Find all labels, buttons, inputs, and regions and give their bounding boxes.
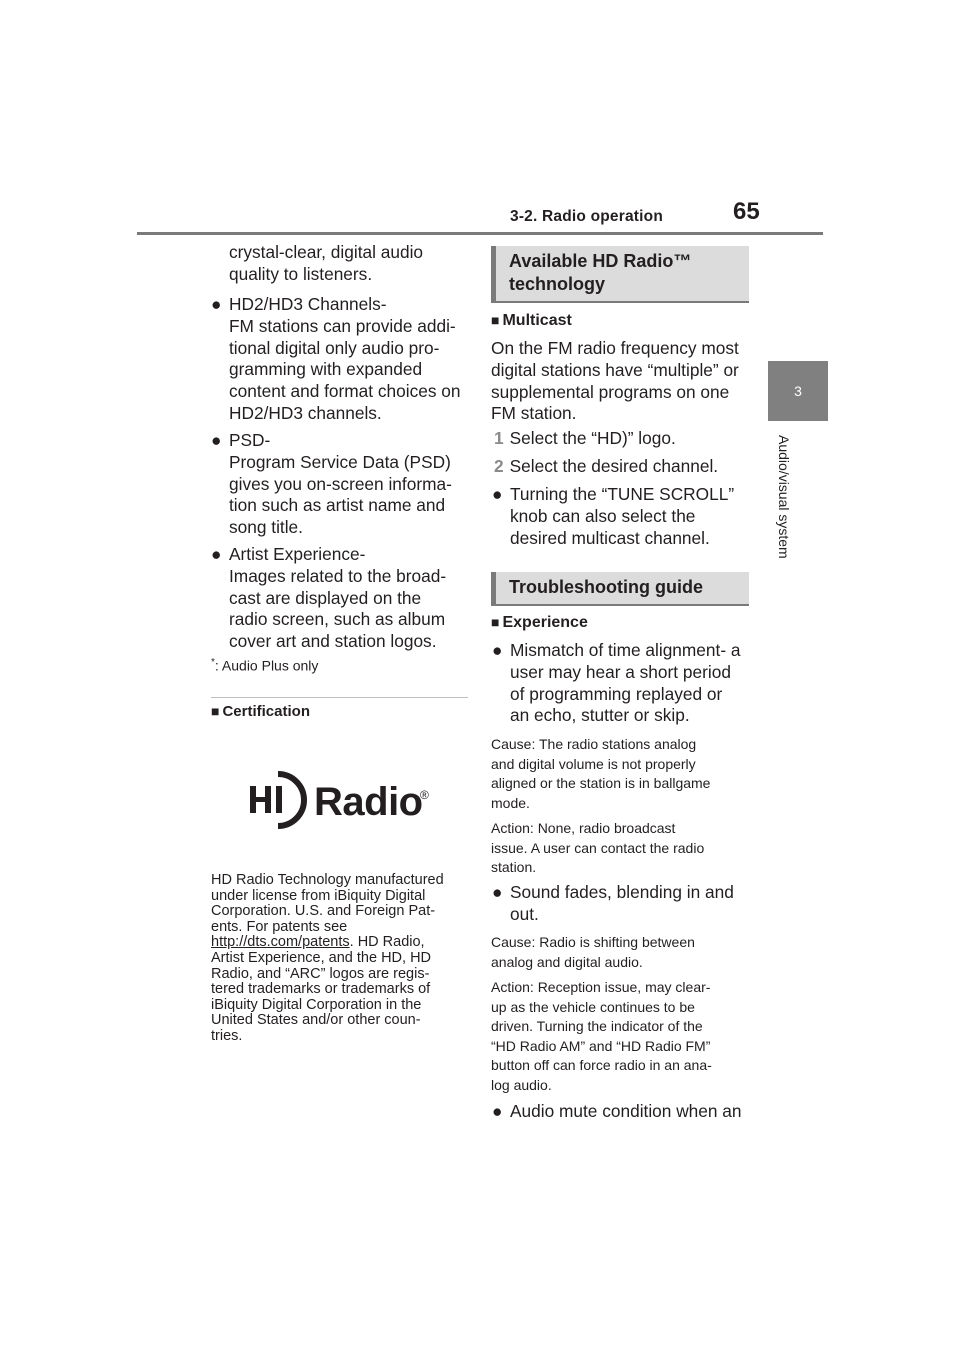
- cause-1: Cause: The radio stations analog and digital volume is not properly aligned or the station is in ballgame mode.: [491, 736, 711, 811]
- patents-link[interactable]: http://dts.com/patents: [211, 934, 350, 951]
- multicast-heading: ■ Multicast: [491, 312, 572, 329]
- bullet-psd: ● PSD- Program Service Data (PSD) gives you on-screen informa- tion such as artist name and song title.: [211, 430, 452, 538]
- bullet-dot-icon: ●: [211, 430, 222, 450]
- certification-text: HD Radio Technology manufactured under license from iBiquity Digital Corporation. U.S. and Foreign Pat- ents. For patents see http://dts.com/patents. HD Radio, Artist Experience, and the HD, HD Radio, and “ARC” logos are regis- tered trademarks or trademarks of iBiquity Digital Corporation in the United States and/or other coun- tries.: [211, 872, 444, 1044]
- step-1: 1 Select the “HD)” logo.: [494, 428, 676, 448]
- bullet-dot-icon: ●: [492, 1101, 503, 1121]
- bullet-dot-icon: ●: [492, 484, 503, 504]
- action-2: Action: Reception issue, may clear- up as the vehicle continues to be driven. Turning the indicator of the “HD Radio AM” and “HD Radio FM” button off can force radio in an ana- log audio.: [491, 979, 712, 1093]
- bullet-sound-fades: ● Sound fades, blending in and out.: [492, 882, 734, 924]
- action-1: Action: None, radio broadcast issue. A user can contact the radio station.: [491, 820, 705, 875]
- bullet-dot-icon: ●: [211, 544, 222, 564]
- bullet-time-alignment: ● Mismatch of time alignment- a user may hear a short period of programming replayed or an echo, stutter or skip.: [492, 640, 741, 726]
- multicast-paragraph: On the FM radio frequency most digital stations have “multiple” or supplemental programs on one FM station.: [491, 338, 739, 424]
- logo-radio-text: Radio: [314, 780, 423, 824]
- square-bullet-icon: ■: [491, 312, 500, 328]
- square-bullet-icon: ■: [211, 703, 220, 719]
- bullet-artist-experience: ● Artist Experience- Images related to the broad- cast are displayed on the radio screen, such as album cover art and station logos.: [211, 544, 447, 652]
- section-divider: [211, 697, 468, 698]
- certification-heading: ■ Certification: [211, 703, 310, 720]
- square-bullet-icon: ■: [491, 614, 500, 630]
- heading-box-troubleshooting: Troubleshooting guide: [491, 572, 749, 606]
- section-title: 3-2. Radio operation: [510, 208, 663, 225]
- bullet-audio-mute: ● Audio mute condition when an: [492, 1101, 742, 1121]
- bullet-hd2-hd3: ● HD2/HD3 Channels- FM stations can provide addi- tional digital only audio pro- gramming with expanded content and format choices on HD2/HD3 channels.: [211, 294, 461, 423]
- bullet-dot-icon: ●: [492, 640, 503, 660]
- footnote: *: Audio Plus only: [211, 657, 319, 674]
- hd-radio-logo: [248, 770, 438, 830]
- chapter-tab: 3: [768, 361, 828, 421]
- chapter-title: Audio/visual system: [776, 435, 792, 559]
- continuation-text: crystal-clear, digital audio quality to listeners.: [229, 242, 424, 284]
- step-2: 2 Select the desired channel.: [494, 456, 719, 476]
- hd-logo-icon: [248, 770, 318, 830]
- logo-registered-mark: ®: [420, 788, 429, 802]
- cause-2: Cause: Radio is shifting between analog and digital audio.: [491, 934, 695, 970]
- bullet-tune-scroll: ● Turning the “TUNE SCROLL” knob can also select the desired multicast channel.: [492, 484, 735, 548]
- bullet-dot-icon: ●: [211, 294, 222, 314]
- header-rule: [137, 232, 823, 235]
- page-number: 65: [733, 198, 760, 225]
- chapter-side-label: [770, 435, 792, 595]
- heading-box-hd-radio-technology: Available HD Radio™ technology: [491, 246, 749, 303]
- experience-heading: ■ Experience: [491, 614, 588, 631]
- bullet-dot-icon: ●: [492, 882, 503, 902]
